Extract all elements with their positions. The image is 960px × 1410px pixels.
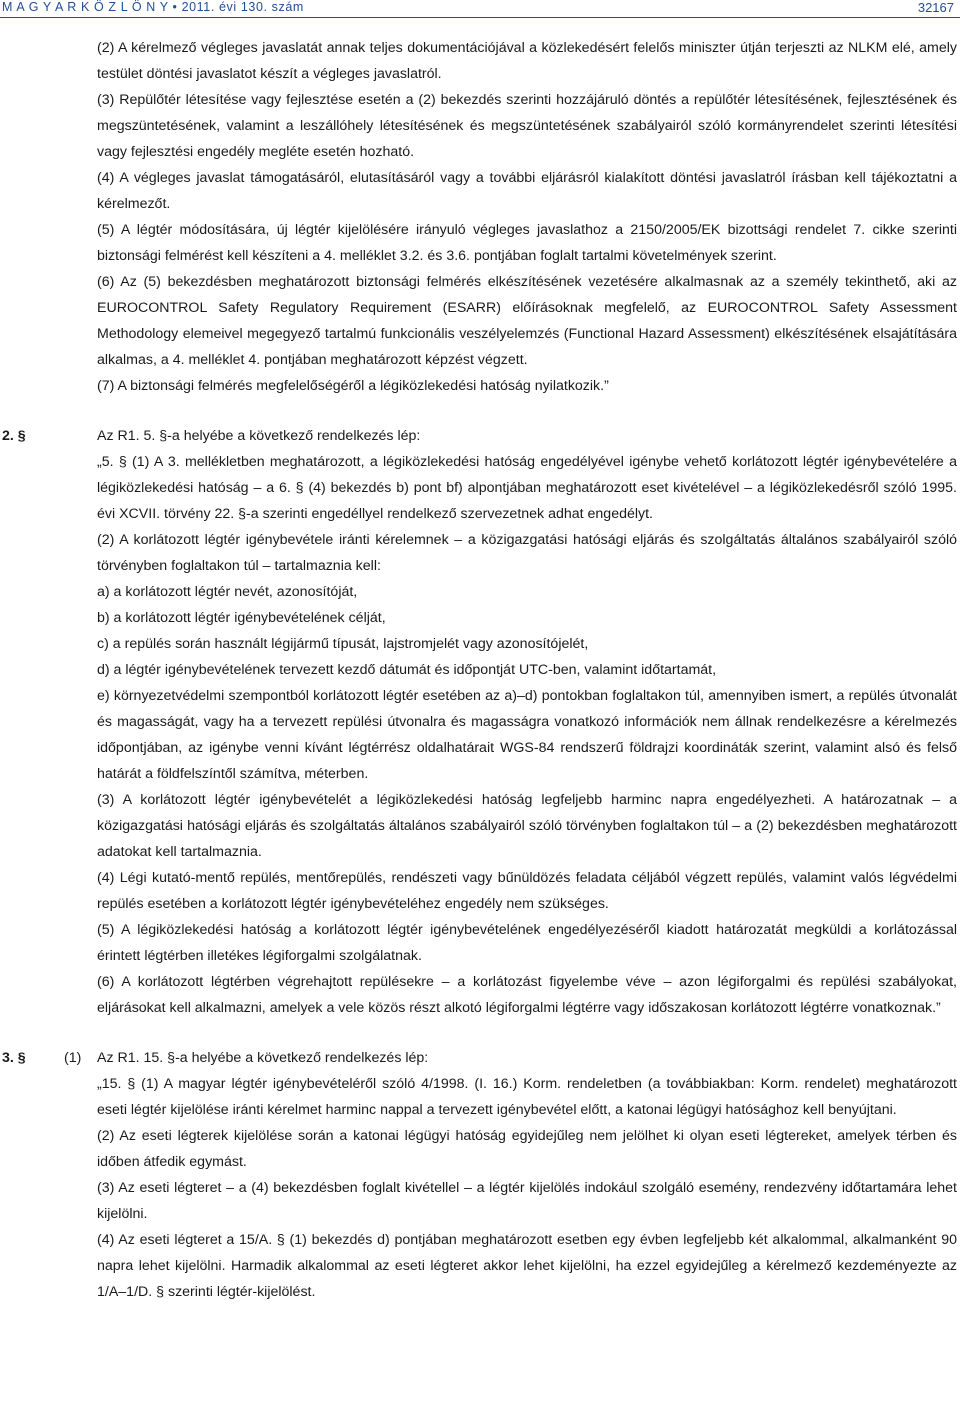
section-body [97, 1071, 957, 1305]
paragraph: (3) A korlátozott légtér igénybevételét a légiközlekedési hatóság legfeljebb harminc napra engedélyezheti. A határozatnak – a közigazgatási hatósági eljárás és szolgáltatás általános szabályairól szóló törvényben foglaltakon túl – a (2) bekezdésben meghatározott adatokat kell tartalmaznia. [97, 792, 957, 860]
paragraph: (7) A biztonsági felmérés megfelelőségéről a légiközlekedési hatóság nyilatkozik.” [97, 378, 609, 394]
paragraph: (4) Légi kutató-mentő repülés, mentőrepülés, rendészeti vagy bűnüldözés feladata céljából végzett repülés, valamint valós légvédelmi repülés esetében a korlátozott légtér igénybevételéhez engedély nem szükséges. [97, 870, 957, 912]
section-number: 3. § [2, 1050, 26, 1066]
page-number: 32167 [917, 0, 954, 15]
paragraph: (5) A légiközlekedési hatóság a korlátozott légtér igénybevételének engedélyezéséről kiadott határozatát megküldi a korlátozással érintett légtérben illetékes légiforgalmi szolgálatnak. [97, 922, 957, 964]
list-item: b) a korlátozott légtér igénybevételének célját, [97, 610, 386, 626]
intro-block [97, 35, 957, 399]
list-item: c) a repülés során használt légijármű típusát, lajstromjelét vagy azonosítójelét, [97, 636, 589, 652]
list-item: e) környezetvédelmi szempontból korlátozott légtér esetében az a)–d) pontokban foglaltakon túl, amennyiben ismert, a repülés útvonalát és magasságát, vagy ha a tervezett repülési útvonalra és magasságra vonatkozó információk nem állnak rendelkezésre a kérelmezés időpontjában, az igénybe venni kívánt légtérrész oldalhatárait WGS-84 rendszerű földrajzi koordináták szerint, valamint alsó és felső határát a földfelszíntől számítva, méterben. [97, 688, 957, 782]
publication-title: M A G Y A R K Ö Z L Ö N Y • 2011. évi 130. szám [2, 0, 304, 14]
paragraph: (4) A végleges javaslat támogatásáról, elutasításáról vagy a további eljárásról kialakított döntési javaslatról írásban kell tájékoztatni a kérelmezőt. [97, 170, 957, 212]
paragraph: „15. § (1) A magyar légtér igénybevételéről szóló 4/1998. (I. 16.) Korm. rendeletben (a továbbiakban: Korm. rendelet) meghatározott eseti légtér kijelölése iránti kérelmet harminc nappal a tervezett igénybevétel előtt, a katonai légügyi hatósághoz kell benyújtani. [97, 1076, 957, 1118]
paragraph: (6) Az (5) bekezdésben meghatározott biztonsági felmérés elkészítésének vezetésére alkalmasnak az a személy tekinthető, aki az EUROCONTROL Safety Regulatory Requirement (ESARR) előírásoknak megfelelő, az EUROCONTROL Safety Assessment Methodology elemeivel megegyező tartalmú funkcionális veszélyelemzés (Functional Hazard Assessment) elkészítésének elsajátítására alkalmas, a 4. melléklet 4. pontjában meghatározott képzést végzett. [97, 274, 957, 368]
paragraph: „5. § (1) A 3. mellékletben meghatározott, a légiközlekedési hatóság engedélyével igénybe vehető korlátozott légtér igénybevételére a légiközlekedési hatóság – a 6. § (4) bekezdés b) pont bf) alpontjában meghatározott eset kivételével – a légiközlekedésről szóló 1995. évi XCVII. törvény 22. §-a szerinti engedéllyel rendelkező szervezetnek adhat engedélyt. [97, 454, 957, 522]
paragraph: (6) A korlátozott légtérben végrehajtott repülésekre – a korlátozást figyelembe véve – azon légiforgalmi és repülési szabályokat, eljárásokat kell alkalmazni, amelyek a vele közös részt alkotó légiforgalmi légtérre vagy időszakosan korlátozott légtérre vonatkoznak.” [97, 974, 957, 1016]
header-rule [0, 17, 960, 18]
section-3 [0, 1045, 960, 1305]
section-body [97, 449, 957, 1021]
paragraph: (4) Az eseti légteret a 15/A. § (1) bekezdés d) pontjában meghatározott esetben egy évben legfeljebb két alkalommal, alkalmanként 90 napra lehet kijelölni. Harmadik alkalommal az eseti légteret akkor lehet kijelölni, ha ezzel egyidejűleg a kérelmező kezdeményezte az 1/A–1/D. § szerinti légtér-kijelölést. [97, 1232, 957, 1300]
paragraph: (5) A légtér módosítására, új légtér kijelölésére irányuló végleges javaslathoz a 2150/2005/EK bizottsági rendelet 7. cikke szerinti biztonsági felmérést kell készíteni a 4. melléklet 3.2. és 3.6. pontjában foglalt tartalmi követelmények szerint. [97, 222, 957, 264]
list-item: d) a légtér igénybevételének tervezett kezdő dátumát és időpontját UTC-ben, valamint időtartamát, [97, 662, 717, 678]
page-header [0, 0, 960, 16]
paragraph: (3) Az eseti légteret – a (4) bekezdésben foglalt kivétellel – a légtér kijelölés indokául szolgáló esemény, rendezvény időtartamára lehet kijelölni. [97, 1180, 957, 1222]
section-number: 2. § [2, 428, 26, 444]
section-lead: Az R1. 5. §-a helyébe a következő rendelkezés lép: [97, 428, 421, 444]
paragraph: (2) A korlátozott légtér igénybevétele iránti kérelemnek – a közigazgatási hatósági eljárás és szolgáltatás általános szabályairól szóló törvényben foglaltakon túl – tartalmaznia kell: [97, 532, 957, 574]
subsection-number: (1) [64, 1050, 82, 1066]
section-lead: Az R1. 15. §-a helyébe a következő rendelkezés lép: [97, 1050, 429, 1066]
document-body [0, 35, 960, 1305]
list-item: a) a korlátozott légtér nevét, azonosítóját, [97, 584, 358, 600]
paragraph: (3) Repülőtér létesítése vagy fejlesztése esetén a (2) bekezdés szerinti hozzájáruló döntés a repülőtér létesítésének, fejlesztésének és megszüntetésének, valamint a leszállóhely létesítésének és megszüntetésének szabályairól szóló kormányrendelet szerinti létesítési vagy fejlesztési engedély megléte esetén hozható. [97, 92, 957, 160]
paragraph: (2) Az eseti légterek kijelölése során a katonai légügyi hatóság egyidejűleg nem jelölhet ki olyan eseti légtereket, amelyek térben és időben átfedik egymást. [97, 1128, 957, 1170]
section-2 [0, 423, 960, 1021]
paragraph: (2) A kérelmező végleges javaslatát annak teljes dokumentációjával a közlekedésért felelős miniszter útján terjeszti az NLKM elé, amely testület döntési javaslatot készít a végleges javaslatról. [97, 40, 957, 82]
